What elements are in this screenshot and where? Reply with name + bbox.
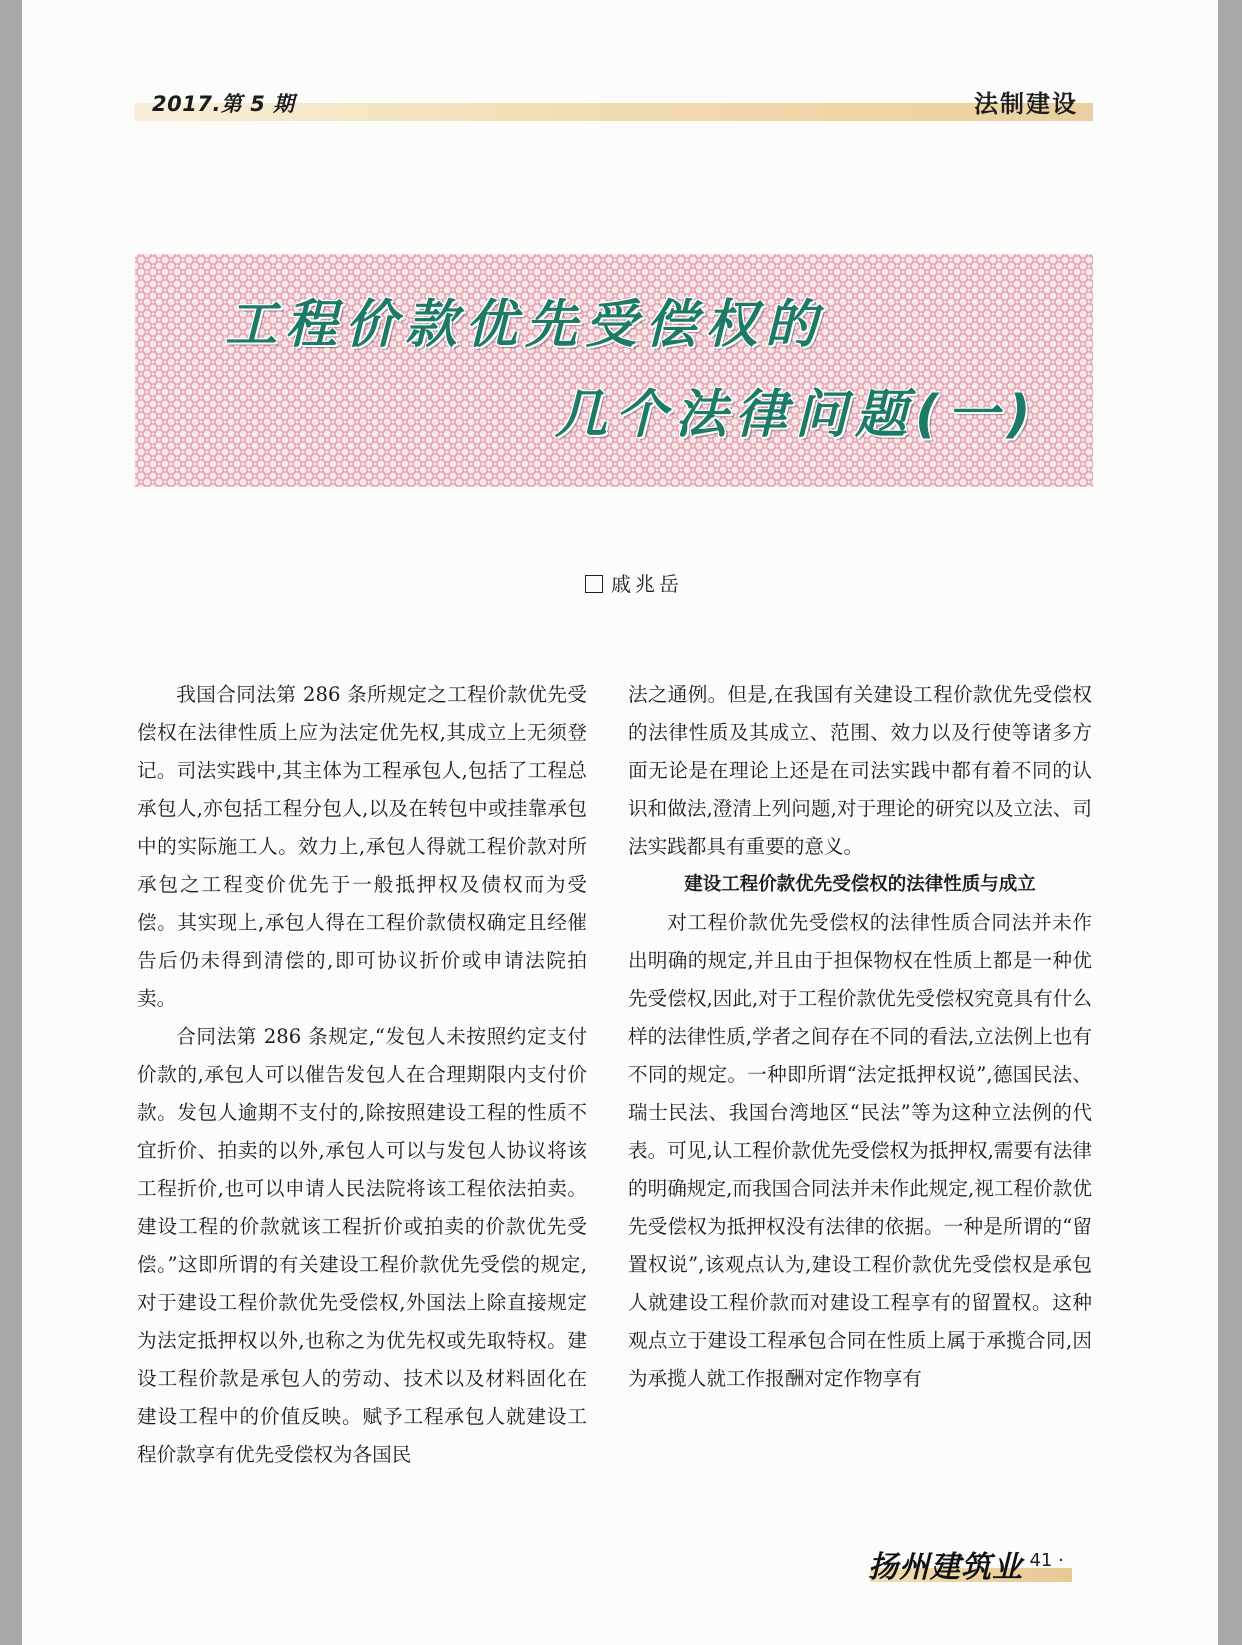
article-title-line-2: 几个法律问题(一) [555, 385, 1039, 445]
title-banner [135, 254, 1093, 487]
author-name: 戚兆岳 [611, 572, 683, 596]
article-title-line-1: 工程价款优先受偿权的 [225, 295, 826, 355]
paragraph: 我国合同法第 286 条所规定之工程价款优先受偿权在法律性质上应为法定优先权,其成立上无须登记。司法实践中,其主体为工程承包人,包括了工程总承包人,亦包括工程分包人,以及在转包中或挂靠承包中的实际施工人。效力上,承包人得就工程价款对所承包之工程变价优先于一般抵押权及债权而为受偿。其实现上,承包人得在工程价款债权确定且经催告后仍未得到清偿的,即可协议折价或申请法院拍卖。 [137, 683, 587, 1010]
paragraph-continuation: 法之通例。但是,在我国有关建设工程价款优先受偿权的法律性质及其成立、范围、效力以及行使等诸多方面无论是在理论上还是在司法实践中都有着不同的认识和做法,澄清上列问题,对于理论的研究以及立法、司法实践都具有重要的意义。 [628, 683, 1092, 858]
paragraph: 合同法第 286 条规定,“发包人未按照约定支付价款的,承包人可以催告发包人在合理期限内支付价款。发包人逾期不支付的,除按照建设工程的性质不宜折价、拍卖的以外,承包人可以与发包人协议将该工程折价,也可以申请人民法院将该工程依法拍卖。建设工程的价款就该工程折价或拍卖的价款优先受偿。”这即所谓的有关建设工程价款优先受偿的规定,对于建设工程价款优先受偿权,外国法上除直接规定为法定抵押权以外,也称之为优先权或先取特权。建设工程价款是承包人的劳动、技术以及材料固化在建设工程中的价值反映。赋予工程承包人就建设工程价款享有优先受偿权为各国民 [137, 1025, 587, 1466]
section-subheading: 建设工程价款优先受偿权的法律性质与成立 [684, 874, 1036, 895]
paragraph: 对工程价款优先受偿权的法律性质合同法并未作出明确的规定,并且由于担保物权在性质上都是一种优先受偿权,因此,对于工程价款优先受偿权究竟具有什么样的法律性质,学者之间存在不同的看法,立法例上也有不同的规定。一种即所谓“法定抵押权说”,德国民法、瑞士民法、我国台湾地区“民法”等为这种立法例的代表。可见,认工程价款优先受偿权为抵押权,需要有法律的明确规定,而我国合同法并未作此规定,视工程价款优先受偿权为抵押权没有法律的依据。一种是所谓的“留置权说”,该观点认为,建设工程价款优先受偿权是承包人就建设工程价款而对建设工程享有的留置权。这种观点立于建设工程承包合同在性质上属于承揽合同,因为承揽人就工作报酬对定作物享有 [628, 911, 1092, 1390]
author-byline [585, 568, 683, 597]
journal-brand: 扬州建筑业 [868, 1550, 1023, 1585]
left-column [137, 676, 587, 1474]
page-number: · 41 · [1018, 1550, 1064, 1571]
right-column [628, 676, 1092, 1398]
author-box-icon [585, 575, 603, 593]
section-name: 法制建设 [974, 90, 1078, 118]
issue-number: 2017.第 5 期 [152, 92, 295, 116]
